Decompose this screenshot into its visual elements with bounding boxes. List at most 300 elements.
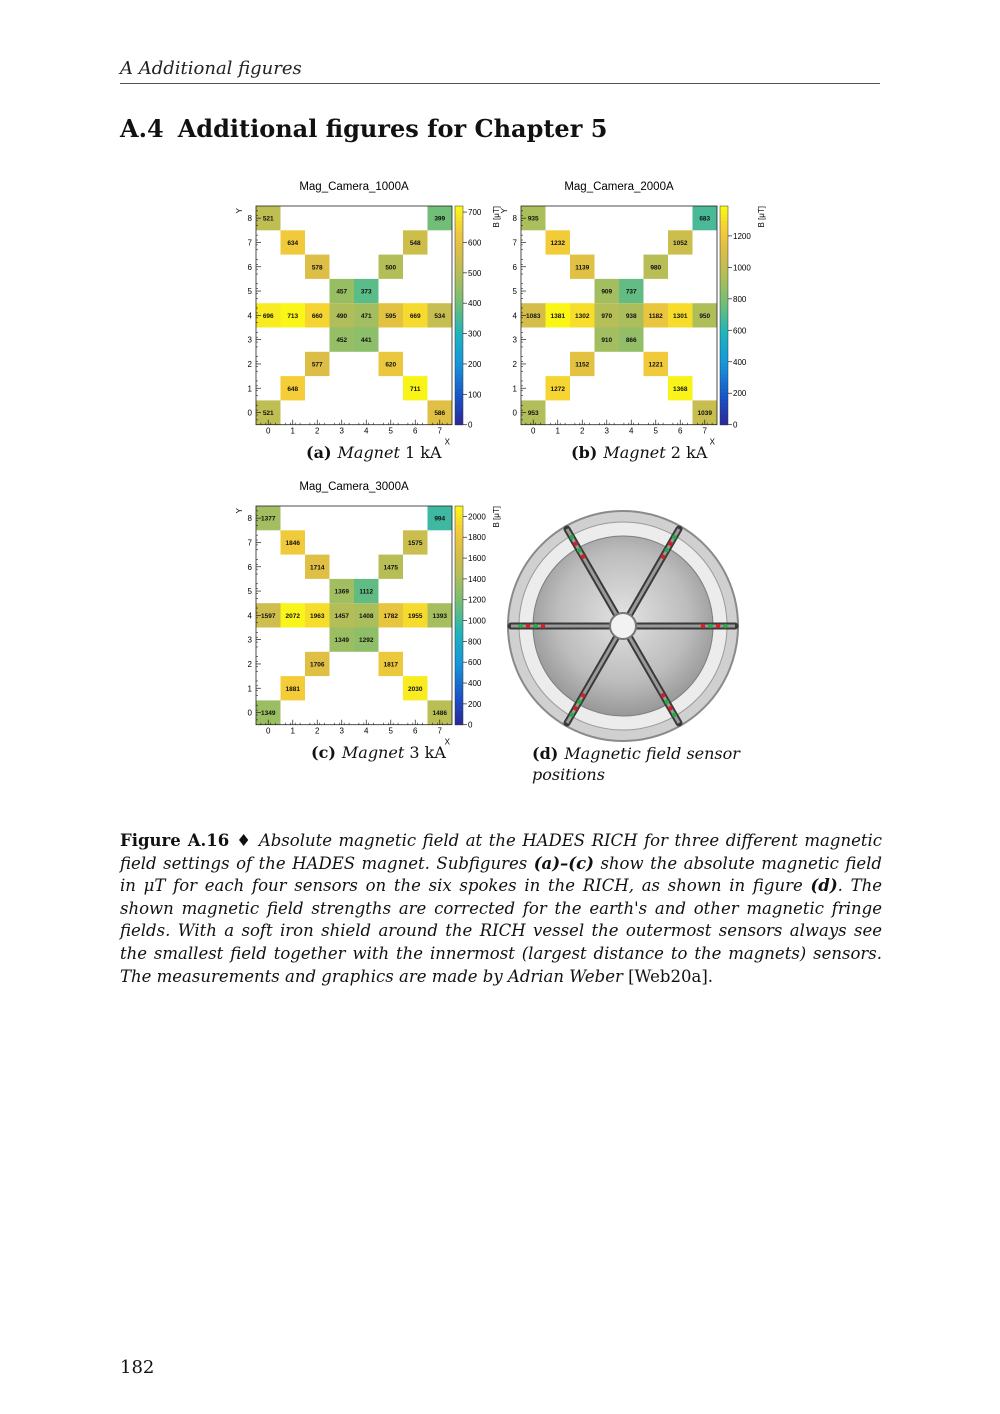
colorbar-segment	[455, 264, 463, 268]
colorbar-segment	[720, 283, 728, 287]
y-tick-label: 7	[247, 238, 252, 248]
colorbar-segment	[720, 352, 728, 356]
colorbar-segment	[455, 275, 463, 279]
sensor-marker	[581, 555, 585, 559]
colorbar-segment	[455, 572, 463, 576]
colorbar-segment	[455, 242, 463, 246]
colorbar-segment	[455, 239, 463, 243]
heatmap-c-svg	[228, 476, 513, 746]
colorbar-segment	[455, 608, 463, 612]
x-tick-label: 2	[315, 426, 320, 436]
colorbar-segment	[455, 352, 463, 356]
colorbar-segment	[720, 410, 728, 414]
x-tick-label: 7	[437, 726, 442, 736]
sensor-marker	[577, 548, 581, 552]
colorbar-segment	[720, 417, 728, 421]
colorbar-segment	[455, 568, 463, 572]
cell-value-label: 1963	[310, 612, 325, 620]
sensor-marker	[526, 624, 530, 628]
colorbar-segment	[720, 319, 728, 323]
center-hub	[610, 613, 636, 639]
colorbar-segment	[720, 366, 728, 370]
subfigure-a-label: (a)	[306, 443, 332, 462]
subfigure-b-label: (b)	[571, 443, 598, 462]
sensor-marker	[672, 713, 676, 717]
colorbar-segment	[455, 272, 463, 276]
y-tick-label: 5	[512, 287, 517, 297]
colorbar-segment	[455, 652, 463, 656]
colorbar-segment	[455, 619, 463, 623]
colorbar-segment	[455, 645, 463, 649]
cell-value-label: 938	[625, 312, 637, 320]
colorbar-segment	[455, 388, 463, 392]
colorbar-segment	[455, 524, 463, 528]
cell-value-label: 660	[311, 312, 323, 320]
colorbar-segment	[720, 348, 728, 352]
y-tick-label: 2	[247, 659, 252, 669]
colorbar-segment	[455, 221, 463, 225]
cell-value-label: 471	[360, 312, 372, 320]
colorbar-segment	[455, 539, 463, 543]
colorbar-segment	[455, 710, 463, 714]
colorbar-tick-label: 600	[733, 326, 747, 336]
colorbar-segment	[455, 513, 463, 517]
colorbar-segment	[455, 579, 463, 583]
colorbar-tick-label: 0	[468, 420, 473, 430]
y-tick-label: 3	[512, 335, 517, 345]
colorbar-segment	[720, 406, 728, 410]
colorbar-segment	[455, 315, 463, 319]
x-tick-label: 7	[437, 426, 442, 436]
cell-value-label: 1152	[575, 361, 590, 369]
cell-value-label: 500	[385, 264, 397, 272]
colorbar-segment	[455, 681, 463, 685]
colorbar-segment	[455, 363, 463, 367]
colorbar-segment	[720, 250, 728, 254]
colorbar-segment	[455, 392, 463, 396]
x-tick-label: 3	[339, 726, 344, 736]
colorbar-segment	[720, 414, 728, 418]
colorbar-segment	[455, 337, 463, 341]
colorbar-segment	[720, 297, 728, 301]
cell-value-label: 1381	[550, 312, 565, 320]
cell-value-label: 910	[601, 337, 613, 345]
cell-value-label: 1349	[334, 637, 349, 645]
y-tick-label: 3	[247, 635, 252, 645]
colorbar-segment	[455, 235, 463, 239]
chart-title: Mag_Camera_2000A	[564, 181, 674, 193]
colorbar-segment	[720, 290, 728, 294]
sensor-marker	[668, 542, 672, 546]
y-tick-label: 1	[247, 684, 252, 694]
cell-value-label: 935	[527, 215, 539, 223]
colorbar-segment	[720, 399, 728, 403]
colorbar-segment	[455, 279, 463, 283]
colorbar-segment	[455, 268, 463, 272]
y-tick-label: 7	[512, 238, 517, 248]
cell-value-label: 970	[601, 312, 613, 320]
sensor-marker	[708, 624, 712, 628]
colorbar-segment	[455, 521, 463, 525]
y-tick-label: 5	[247, 587, 252, 597]
colorbar-segment	[720, 381, 728, 385]
cell-value-label: 1302	[575, 312, 590, 320]
colorbar-segment	[455, 688, 463, 692]
heatmap-a-svg	[228, 176, 503, 446]
sensor-marker	[518, 624, 522, 628]
figure-label: Figure A.16 ♦	[120, 831, 253, 850]
colorbar-segment	[455, 374, 463, 378]
colorbar-tick-label: 0	[733, 420, 738, 430]
colorbar-segment	[455, 510, 463, 514]
cell-value-label: 1139	[575, 264, 590, 272]
colorbar-segment	[455, 377, 463, 381]
colorbar-tick-label: 800	[733, 294, 747, 304]
x-tick-label: 6	[413, 426, 418, 436]
sensor-marker	[723, 624, 727, 628]
colorbar-segment	[720, 268, 728, 272]
cell-value-label: 399	[434, 215, 446, 223]
x-tick-label: 7	[702, 426, 707, 436]
cell-value-label: 1706	[310, 661, 325, 669]
cell-value-label: 1112	[359, 588, 374, 596]
colorbar-segment	[455, 506, 463, 510]
y-tick-label: 8	[247, 214, 252, 224]
cell-value-label: 2030	[408, 685, 423, 693]
y-tick-label: 4	[247, 311, 252, 321]
subfigure-c-label: (c)	[311, 743, 336, 762]
colorbar-segment	[455, 381, 463, 385]
colorbar-segment	[455, 232, 463, 236]
colorbar-segment	[720, 334, 728, 338]
colorbar-segment	[455, 326, 463, 330]
cell-value-label: 1221	[648, 361, 663, 369]
colorbar-tick-label: 200	[468, 359, 482, 369]
sensor-marker	[665, 548, 669, 552]
colorbar-label: B [μT]	[492, 206, 501, 228]
colorbar-segment	[455, 210, 463, 214]
colorbar-segment	[455, 583, 463, 587]
colorbar-tick-label: 700	[468, 208, 482, 218]
colorbar-segment	[720, 206, 728, 210]
sensor-marker	[541, 624, 545, 628]
colorbar-segment	[455, 206, 463, 210]
cell-value-label: 1486	[432, 710, 447, 718]
colorbar-segment	[455, 359, 463, 363]
cell-value-label: 994	[434, 515, 446, 523]
colorbar-segment	[455, 561, 463, 565]
colorbar-segment	[720, 345, 728, 349]
section-title	[120, 114, 607, 143]
colorbar-segment	[455, 348, 463, 352]
cell-value-label: 1457	[334, 612, 349, 620]
colorbar-segment	[455, 312, 463, 316]
colorbar-segment	[720, 355, 728, 359]
colorbar-segment	[455, 677, 463, 681]
rich-vessel-diagram	[503, 506, 743, 746]
caption-ref-d: (d)	[810, 876, 838, 896]
colorbar-segment	[455, 330, 463, 334]
subfigure-d-caption	[532, 743, 742, 785]
cell-value-label: 683	[699, 215, 711, 223]
cell-value-label: 2072	[285, 612, 300, 620]
colorbar-segment	[720, 221, 728, 225]
cell-value-label: 1846	[285, 539, 300, 547]
cell-value-label: 634	[287, 239, 299, 247]
colorbar-tick-label: 1200	[468, 595, 486, 605]
x-tick-label: 3	[604, 426, 609, 436]
y-axis-label: Y	[235, 208, 244, 214]
cell-value-label: 1301	[673, 312, 688, 320]
x-tick-label: 0	[531, 426, 536, 436]
colorbar-segment	[720, 388, 728, 392]
cell-value-label: 1232	[550, 239, 565, 247]
colorbar-tick-label: 400	[733, 357, 747, 367]
colorbar-segment	[455, 290, 463, 294]
colorbar-segment	[455, 597, 463, 601]
colorbar-segment	[455, 283, 463, 287]
colorbar-segment	[455, 564, 463, 568]
colorbar-segment	[455, 406, 463, 410]
colorbar-segment	[455, 403, 463, 407]
cell-value-label: 1575	[408, 539, 423, 547]
sensor-marker	[672, 535, 676, 539]
sensor-marker	[581, 693, 585, 697]
colorbar-segment	[455, 323, 463, 327]
colorbar-segment	[455, 414, 463, 418]
cell-value-label: 648	[287, 385, 299, 393]
subfigure-a-text: Magnet	[337, 443, 400, 462]
colorbar-segment	[720, 210, 728, 214]
colorbar-segment	[720, 253, 728, 257]
y-tick-label: 3	[247, 335, 252, 345]
colorbar-segment	[455, 626, 463, 630]
colorbar-tick-label: 1800	[468, 533, 486, 543]
colorbar-label: B [μT]	[492, 506, 501, 528]
cell-value-label: 521	[262, 410, 274, 418]
colorbar-segment	[455, 319, 463, 323]
colorbar-segment	[720, 275, 728, 279]
colorbar-segment	[455, 334, 463, 338]
subfigure-b-value: 2 kA	[670, 443, 708, 462]
colorbar-segment	[455, 355, 463, 359]
cell-value-label: 1955	[408, 612, 423, 620]
colorbar-segment	[455, 615, 463, 619]
cell-value-label: 452	[336, 337, 348, 345]
colorbar-segment	[455, 297, 463, 301]
subfigure-c-caption	[311, 743, 446, 762]
x-tick-label: 1	[290, 726, 295, 736]
colorbar-segment	[455, 253, 463, 257]
colorbar-segment	[455, 637, 463, 641]
colorbar-segment	[455, 706, 463, 710]
cell-value-label: 441	[360, 337, 372, 345]
y-tick-label: 6	[247, 262, 252, 272]
cell-value-label: 669	[409, 312, 421, 320]
colorbar-segment	[720, 235, 728, 239]
y-axis-label: Y	[500, 208, 509, 214]
cell-value-label: 1475	[383, 564, 398, 572]
colorbar-segment	[455, 370, 463, 374]
heatmap-a	[228, 176, 503, 446]
cell-value-label: 490	[336, 312, 348, 320]
colorbar-segment	[720, 312, 728, 316]
x-axis-label: X	[444, 437, 450, 447]
cell-value-label: 737	[625, 288, 637, 296]
y-tick-label: 0	[247, 408, 252, 418]
x-tick-label: 0	[266, 726, 271, 736]
colorbar-segment	[455, 341, 463, 345]
cell-value-label: 548	[409, 239, 421, 247]
citation: [Web20a]	[628, 966, 708, 986]
colorbar-segment	[720, 359, 728, 363]
colorbar-segment	[455, 286, 463, 290]
colorbar-segment	[455, 542, 463, 546]
sensor-marker	[701, 624, 705, 628]
colorbar-segment	[720, 224, 728, 228]
colorbar-tick-label: 1000	[468, 616, 486, 626]
cell-value-label: 866	[625, 337, 637, 345]
caption-ref-ac: (a)–(c)	[533, 853, 594, 873]
colorbar-segment	[455, 293, 463, 297]
colorbar-segment	[455, 417, 463, 421]
colorbar-tick-label: 200	[468, 699, 482, 709]
colorbar-segment	[720, 232, 728, 236]
subfigure-c-text: Magnet	[341, 743, 405, 762]
cell-value-label: 696	[262, 312, 274, 320]
colorbar-segment	[720, 323, 728, 327]
colorbar-segment	[455, 535, 463, 539]
colorbar-segment	[455, 692, 463, 696]
cell-value-label: 1349	[261, 710, 276, 718]
colorbar-segment	[455, 612, 463, 616]
colorbar-tick-label: 200	[733, 389, 747, 399]
y-axis-label: Y	[235, 508, 244, 514]
cell-value-label: 953	[527, 410, 539, 418]
colorbar-segment	[455, 604, 463, 608]
colorbar-segment	[455, 659, 463, 663]
colorbar-segment	[720, 257, 728, 261]
cell-value-label: 1597	[261, 612, 276, 620]
cell-value-label: 373	[360, 288, 372, 296]
x-tick-label: 6	[678, 426, 683, 436]
running-title: A Additional figures	[120, 58, 302, 79]
heatmap-b	[493, 176, 773, 446]
colorbar-segment	[720, 403, 728, 407]
y-tick-label: 0	[247, 708, 252, 718]
cell-value-label: 1182	[648, 312, 663, 320]
caption-part3: . The shown magnetic field strengths are corrected for the earth's and other magnetic fringe fields. With a soft iron shield around the RICH vessel the outermost sensors always see the smallest field together with the innermost (largest distance to the magnets) sensors. The measurements and graphics are made by Adrian Weber	[120, 876, 883, 986]
x-tick-label: 4	[364, 426, 369, 436]
cell-value-label: 711	[410, 385, 421, 393]
sensor-marker	[665, 700, 669, 704]
cell-value-label: 1377	[261, 515, 276, 523]
sensor-diagram	[503, 506, 743, 746]
colorbar-segment	[455, 703, 463, 707]
colorbar-segment	[455, 634, 463, 638]
chart-title: Mag_Camera_1000A	[299, 181, 409, 193]
sensor-marker	[573, 706, 577, 710]
x-tick-label: 3	[339, 426, 344, 436]
cell-value-label: 1052	[673, 239, 688, 247]
colorbar-segment	[455, 385, 463, 389]
y-tick-label: 6	[512, 262, 517, 272]
colorbar-segment	[720, 242, 728, 246]
colorbar-segment	[455, 399, 463, 403]
colorbar-segment	[455, 648, 463, 652]
y-tick-label: 7	[247, 538, 252, 548]
cell-value-label: 1817	[383, 661, 398, 669]
y-tick-label: 8	[512, 214, 517, 224]
colorbar-segment	[455, 575, 463, 579]
y-tick-label: 2	[247, 359, 252, 369]
colorbar-segment	[455, 250, 463, 254]
x-tick-label: 1	[555, 426, 560, 436]
colorbar-segment	[720, 272, 728, 276]
colorbar-segment	[720, 301, 728, 305]
cell-value-label: 950	[699, 312, 711, 320]
sensor-marker	[661, 693, 665, 697]
colorbar-segment	[455, 590, 463, 594]
colorbar-segment	[455, 593, 463, 597]
colorbar-segment	[455, 666, 463, 670]
y-tick-label: 1	[247, 384, 252, 394]
colorbar-segment	[455, 550, 463, 554]
y-tick-label: 0	[512, 408, 517, 418]
cell-value-label: 909	[601, 288, 613, 296]
cell-value-label: 578	[311, 264, 323, 272]
colorbar-segment	[455, 670, 463, 674]
colorbar-segment	[455, 257, 463, 261]
sensor-marker	[570, 535, 574, 539]
colorbar-segment	[455, 345, 463, 349]
colorbar-tick-label: 1000	[733, 263, 751, 273]
heatmap-c	[228, 476, 513, 746]
cell-value-label: 534	[434, 312, 446, 320]
y-tick-label: 6	[247, 562, 252, 572]
cell-value-label: 1408	[359, 612, 374, 620]
page-number: 182	[120, 1357, 155, 1378]
subfigure-d-label: (d)	[532, 744, 559, 763]
colorbar-segment	[455, 696, 463, 700]
colorbar-segment	[720, 264, 728, 268]
x-tick-label: 1	[290, 426, 295, 436]
sensor-marker	[716, 624, 720, 628]
colorbar-segment	[455, 304, 463, 308]
colorbar-segment	[455, 586, 463, 590]
colorbar-segment	[720, 337, 728, 341]
cell-value-label: 1292	[359, 637, 374, 645]
chart-title: Mag_Camera_3000A	[299, 481, 409, 493]
cell-value-label: 577	[311, 361, 323, 369]
caption-end: .	[707, 966, 714, 986]
colorbar-segment	[455, 714, 463, 718]
colorbar-segment	[720, 363, 728, 367]
colorbar-segment	[720, 286, 728, 290]
colorbar-segment	[720, 392, 728, 396]
colorbar-segment	[455, 246, 463, 250]
colorbar-segment	[455, 308, 463, 312]
cell-value-label: 1368	[673, 385, 688, 393]
colorbar-segment	[455, 410, 463, 414]
heatmap-b-svg	[493, 176, 773, 446]
colorbar-segment	[455, 717, 463, 721]
cell-value-label: 1369	[334, 588, 349, 596]
colorbar-tick-label: 300	[468, 329, 482, 339]
colorbar-tick-label: 400	[468, 679, 482, 689]
y-tick-label: 4	[512, 311, 517, 321]
cell-value-label: 1714	[310, 564, 325, 572]
